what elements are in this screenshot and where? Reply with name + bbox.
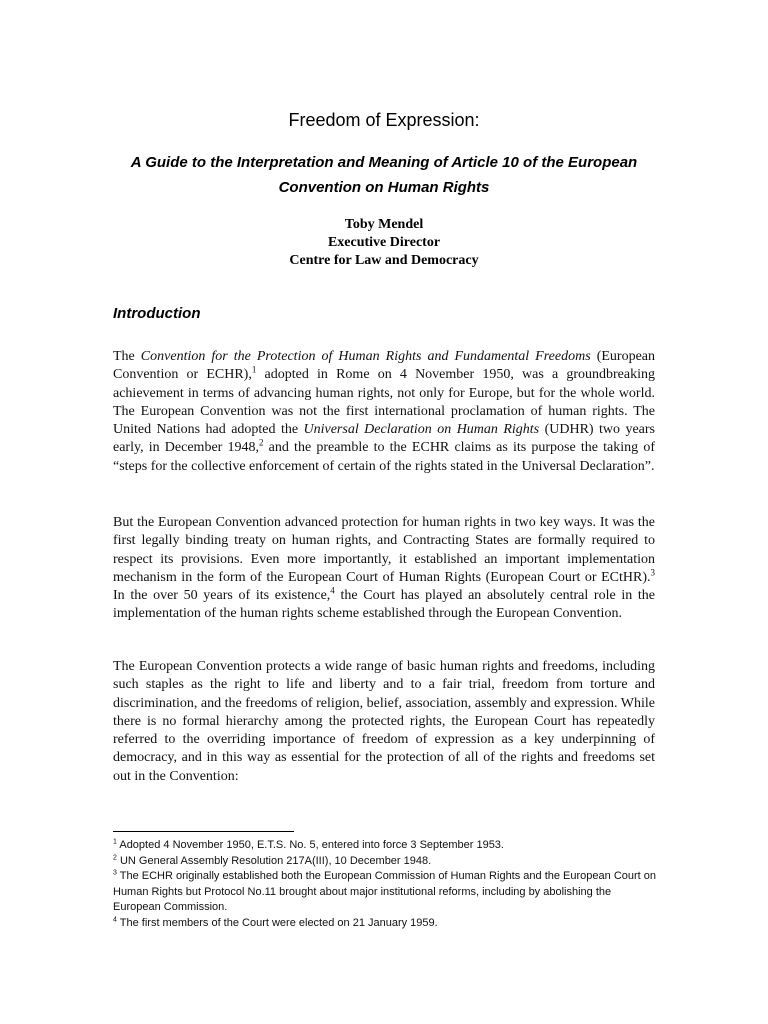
footnote [113,838,658,854]
paragraph [113,514,655,624]
text-run: In the over 50 years of its existence, [113,588,331,604]
footnote-ref[interactable]: 4 [330,585,335,596]
footnote-number: 2 [113,853,117,861]
footnote-ref[interactable]: 3 [650,567,655,578]
text-run: The European Convention protects a wide range of basic human rights and freedoms, including such staples as the right to life and liberty and to a fair trial, freedom from torture and discrimination, and the freedoms of religion, belief, association, assembly and expression. While there is no formal hierarchy among the protected rights, the European Court has repeatedly referred to the overriding importance of freedom of expression as a key underpinning of democracy, and in this way as essential for the protection of all of the rights and freedoms set out in the Convention: [113,659,655,784]
footnote-number: 1 [113,838,117,846]
footnote-text: The ECHR originally established both the European Commission of Human Rights and the European Court on Human Rights but Protocol No.11 brought about major institutional reforms, including by abolishing the European Commission. [113,870,657,913]
author-position: Executive Director [327,235,441,250]
author-block [0,216,768,270]
paragraph [113,658,655,786]
text-run: But the European Convention advanced protection for human rights in two key ways. It was the first legally binding treaty on human rights, and Contracting States are formally required to respect its provisions. Even more importantly, it established an important implementation mechanism in the form of the European Court of Human Rights (European Court or ECtHR). [113,515,655,585]
document-subtitle: A Guide to the Interpretation and Meaning of Article 10 of the European Convention on Human Rights [130,154,638,196]
footnote-ref[interactable]: 1 [251,364,257,375]
footnote [113,869,658,916]
footnote-text: The first members of the Court were elected on 21 January 1959. [116,916,438,929]
author-name: Toby Mendel [344,217,424,232]
treaty-title: Convention for the Protection of Human Rights and Fundamental Freedoms [140,349,591,364]
author-organization: Centre for Law and Democracy [289,253,479,268]
footnotes-list [113,838,658,931]
section-heading: Introduction [113,305,201,322]
treaty-title: Universal Declaration on Human Rights [303,422,540,438]
paragraph [113,348,655,476]
footnote-ref[interactable]: 2 [259,437,264,448]
text-run: (UDHR) two years early, in December 1948, [113,422,655,456]
text-run: (European Convention or ECHR), [113,349,655,383]
text-run: adopted in Rome on 4 November 1950, was a groundbreaking achievement in terms of advancing human rights, not only for Europe, but for the whole world. The European Convention was not the first international proclamation of human rights. The United Nations had adopted the [113,367,655,438]
text-run: the Court has played an absolutely central role in the implementation of the human rights scheme established through the European Convention. [113,588,655,622]
text-run: The [113,349,141,364]
footnote [113,854,658,870]
footnote-divider [113,831,294,832]
document-title: Freedom of Expression: [288,110,480,130]
footnote-text: Adopted 4 November 1950, E.T.S. No. 5, entered into force 3 September 1953. [116,839,504,851]
footnote-number: 4 [113,915,117,923]
text-run: and the preamble to the ECHR claims as its purpose the taking of “steps for the collective enforcement of certain of the rights stated in the Universal Declaration”. [113,440,655,474]
footnote-number: 3 [113,869,117,877]
footnote [113,916,658,932]
footnote-text: UN General Assembly Resolution 217A(III), 10 December 1948. [116,854,432,867]
